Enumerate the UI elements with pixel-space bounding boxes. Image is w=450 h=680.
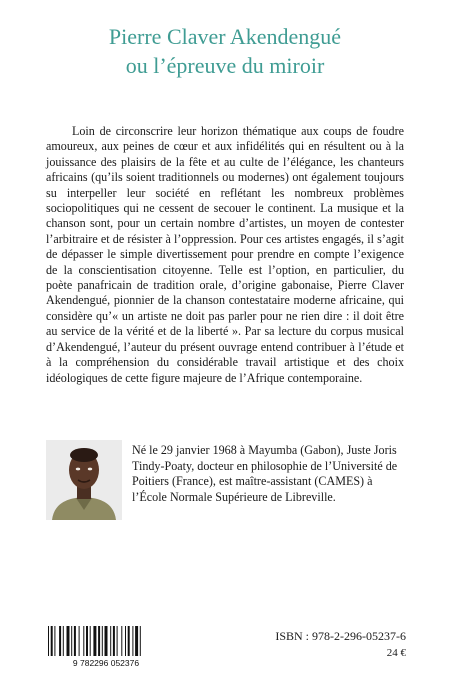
- barcode: [40, 624, 172, 668]
- price: 24 €: [386, 647, 406, 659]
- book-title: [0, 22, 450, 80]
- barcode-digits: 9 782296 052376: [72, 658, 140, 668]
- author-photo: [46, 440, 122, 520]
- author-bio: Né le 29 janvier 1968 à Mayumba (Gabon), Juste Joris Tindy-Poaty, docteur en philosophie de l’Université de Poitiers (France), est maître-assistant (CAMES) à l’École Normale Supérieure de Libreville.: [132, 443, 398, 504]
- isbn: ISBN : 978-2-296-05237-6: [275, 629, 406, 643]
- back-cover-blurb: Loin de circonscrire leur horizon thématique aux coups de foudre amoureux, aux peines de cœur et aux infidélités qui en résultent ou à la jouissance des plaisirs de la fête et au culte de l’élégance, les chanteurs africains (qu’ils soient traditionnels ou modernes) ont également toujours su interpeller leur société en reflétant les nombreux problèmes sociopolitiques qui ne cessent de secouer le continent. La musique et la chanson sont, pour un certain nombre d’artistes, un moyen de contester l’arbitraire et de résister à l’oppression. Pour ces artistes engagés, il s’agit de dépasser le simple divertissement pour prendre en compte l’exigence de la conscientisation citoyenne. Telle est l’option, en particulier, du poète panafricain de tradition orale, d’origine gabonaise, Pierre Claver Akendengué, pionnier de la chanson contestataire moderne africaine, qui considère qu’« un artiste ne doit pas parler pour ne rien dire : il doit être au service de la vérité et de la liberté ». Par sa lecture du corpus musical d’Akendengué, l’auteur du présent ouvrage entend contribuer à l’étude et à la compréhension du considérable travail artistique et des choix idéologiques de cette figure majeure de l’Afrique contemporaine.: [46, 124, 404, 385]
- title-line-2: ou l’épreuve du miroir: [125, 53, 325, 78]
- title-line-1: Pierre Claver Akendengué: [108, 24, 342, 49]
